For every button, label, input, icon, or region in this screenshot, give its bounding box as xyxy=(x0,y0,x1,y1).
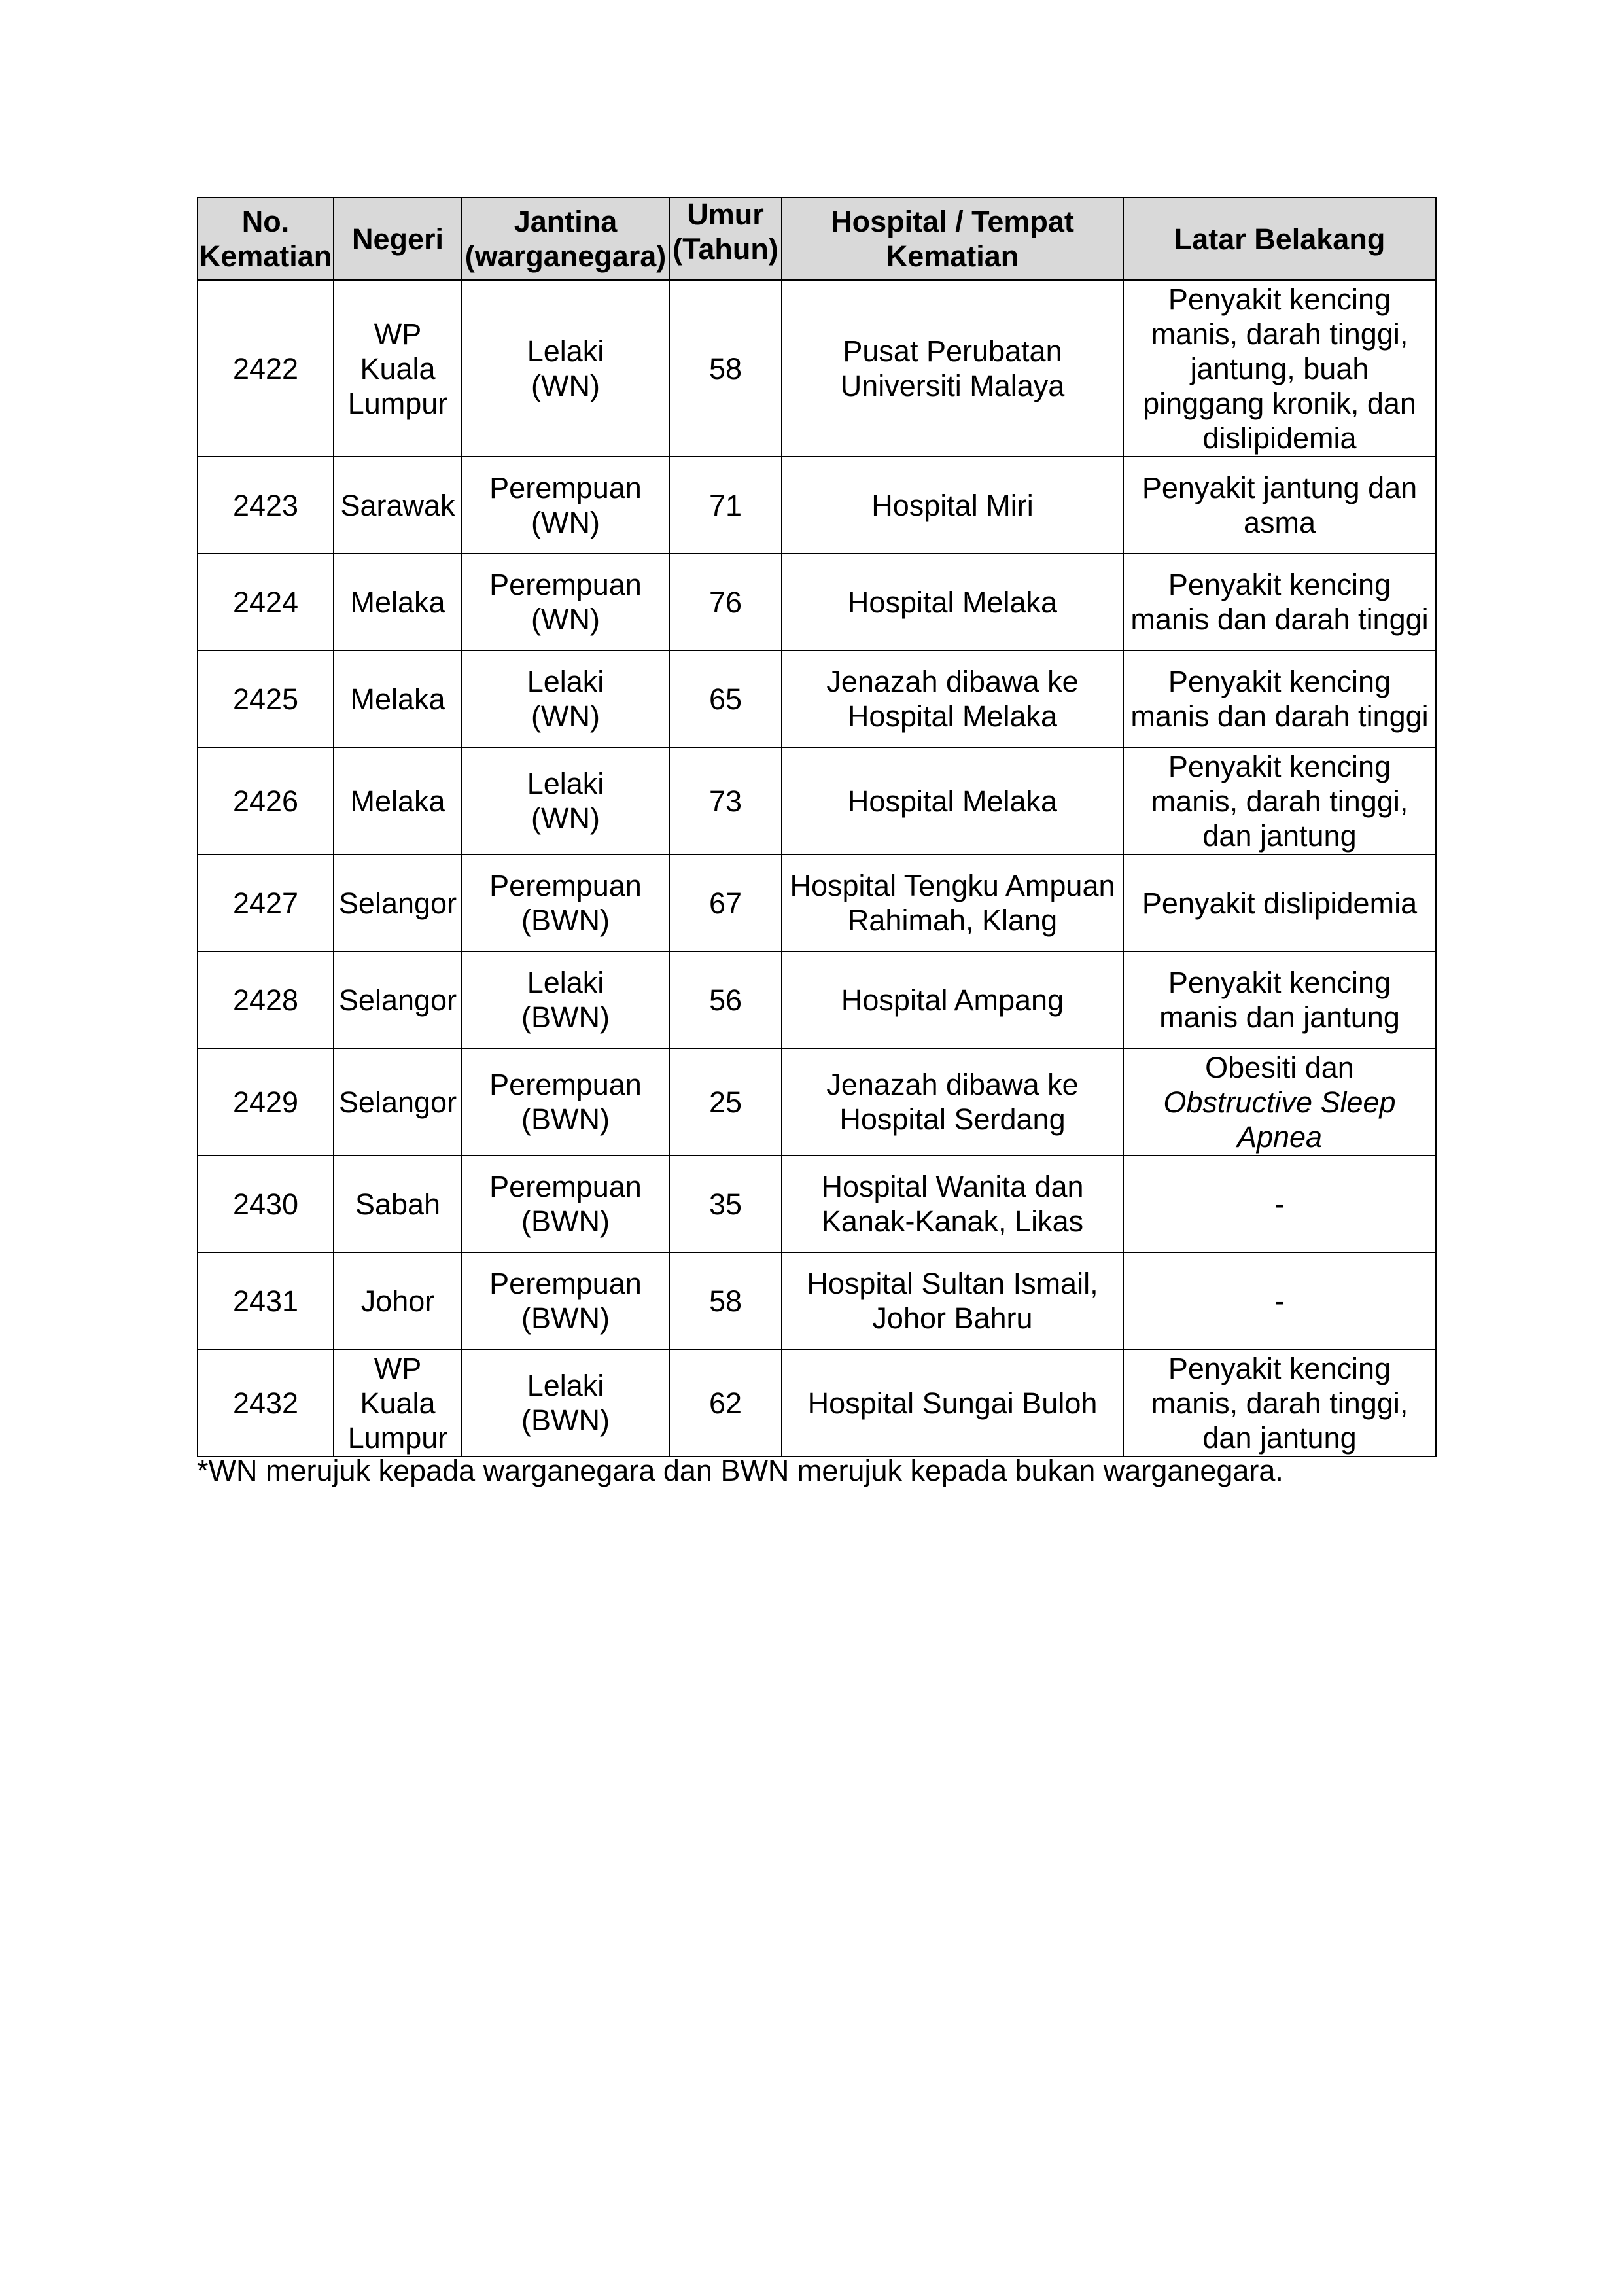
cell-jantina: Lelaki (WN) xyxy=(462,650,669,747)
cell-jantina: Lelaki (BWN) xyxy=(462,1349,669,1457)
cell-negeri: Sarawak xyxy=(334,457,462,554)
cell-hospital: Hospital Melaka xyxy=(782,554,1123,650)
header-negeri: Negeri xyxy=(334,198,462,280)
cell-jantina: Perempuan (BWN) xyxy=(462,855,669,951)
cell-negeri: Sabah xyxy=(334,1156,462,1252)
cell-no-kematian: 2432 xyxy=(198,1349,334,1457)
cell-negeri: Selangor xyxy=(334,1048,462,1156)
cell-hospital: Hospital Miri xyxy=(782,457,1123,554)
table-row xyxy=(198,457,1436,554)
cell-umur: 62 xyxy=(669,1349,782,1457)
cell-jantina: Perempuan (BWN) xyxy=(462,1156,669,1252)
cell-no-kematian: 2430 xyxy=(198,1156,334,1252)
table-row xyxy=(198,855,1436,951)
cell-hospital: Hospital Sultan Ismail, Johor Bahru xyxy=(782,1252,1123,1349)
cell-hospital: Hospital Melaka xyxy=(782,747,1123,855)
cell-umur: 58 xyxy=(669,280,782,457)
header-latar-belakang: Latar Belakang xyxy=(1123,198,1436,280)
cell-no-kematian: 2423 xyxy=(198,457,334,554)
cell-umur: 67 xyxy=(669,855,782,951)
cell-umur: 35 xyxy=(669,1156,782,1252)
cell-no-kematian: 2427 xyxy=(198,855,334,951)
table-row xyxy=(198,280,1436,457)
cell-umur: 58 xyxy=(669,1252,782,1349)
cell-negeri: Johor xyxy=(334,1252,462,1349)
cell-jantina: Perempuan (BWN) xyxy=(462,1048,669,1156)
cell-jantina: Lelaki (BWN) xyxy=(462,951,669,1048)
cell-latar-belakang: Penyakit kencing manis, darah tinggi, dan jantung xyxy=(1123,1349,1436,1457)
table-row xyxy=(198,1252,1436,1349)
cell-hospital: Hospital Ampang xyxy=(782,951,1123,1048)
table-header xyxy=(198,198,1436,280)
cell-no-kematian: 2426 xyxy=(198,747,334,855)
cell-umur: 71 xyxy=(669,457,782,554)
cell-latar-belakang: Penyakit dislipidemia xyxy=(1123,855,1436,951)
cell-no-kematian: 2429 xyxy=(198,1048,334,1156)
table-row xyxy=(198,650,1436,747)
cell-no-kematian: 2428 xyxy=(198,951,334,1048)
cell-hospital: Hospital Tengku Ampuan Rahimah, Klang xyxy=(782,855,1123,951)
cell-negeri: WP Kuala Lumpur xyxy=(334,280,462,457)
header-umur xyxy=(669,198,782,280)
header-row xyxy=(198,198,1436,280)
cell-umur: 73 xyxy=(669,747,782,855)
cell-hospital: Jenazah dibawa ke Hospital Serdang xyxy=(782,1048,1123,1156)
table-body xyxy=(198,280,1436,1457)
cell-umur: 56 xyxy=(669,951,782,1048)
table-row xyxy=(198,747,1436,855)
cell-umur: 25 xyxy=(669,1048,782,1156)
latar-belakang-italic-text: Obstructive Sleep Apnea xyxy=(1163,1085,1396,1154)
table-row xyxy=(198,554,1436,650)
cell-jantina: Perempuan (WN) xyxy=(462,554,669,650)
cell-latar-belakang: Penyakit kencing manis, darah tinggi, jantung, buah pinggang kronik, dan dislipidemia xyxy=(1123,280,1436,457)
table-row xyxy=(198,1048,1436,1156)
header-no-kematian: No. Kematian xyxy=(198,198,334,280)
cell-hospital: Hospital Sungai Buloh xyxy=(782,1349,1123,1457)
header-umur-label: Umur (Tahun) xyxy=(672,198,778,266)
header-hospital: Hospital / Tempat Kematian xyxy=(782,198,1123,280)
cell-negeri: Melaka xyxy=(334,650,462,747)
cell-no-kematian: 2422 xyxy=(198,280,334,457)
cell-hospital: Jenazah dibawa ke Hospital Melaka xyxy=(782,650,1123,747)
cell-latar-belakang: - xyxy=(1123,1252,1436,1349)
death-cases-table xyxy=(197,197,1437,1457)
cell-jantina: Perempuan (WN) xyxy=(462,457,669,554)
cell-negeri: Melaka xyxy=(334,554,462,650)
cell-hospital: Hospital Wanita dan Kanak-Kanak, Likas xyxy=(782,1156,1123,1252)
table-row xyxy=(198,1156,1436,1252)
cell-negeri: Melaka xyxy=(334,747,462,855)
cell-latar-belakang: Penyakit kencing manis dan jantung xyxy=(1123,951,1436,1048)
cell-negeri: Selangor xyxy=(334,855,462,951)
footnote: *WN merujuk kepada warganegara dan BWN merujuk kepada bukan warganegara. xyxy=(197,1454,1283,1487)
cell-latar-belakang xyxy=(1123,1048,1436,1156)
cell-negeri: Selangor xyxy=(334,951,462,1048)
cell-no-kematian: 2431 xyxy=(198,1252,334,1349)
cell-umur: 65 xyxy=(669,650,782,747)
table-row xyxy=(198,1349,1436,1457)
cell-no-kematian: 2425 xyxy=(198,650,334,747)
cell-jantina: Lelaki (WN) xyxy=(462,747,669,855)
cell-jantina: Perempuan (BWN) xyxy=(462,1252,669,1349)
cell-latar-belakang: Penyakit kencing manis, darah tinggi, dan jantung xyxy=(1123,747,1436,855)
cell-latar-belakang: Penyakit jantung dan asma xyxy=(1123,457,1436,554)
cell-jantina: Lelaki (WN) xyxy=(462,280,669,457)
cell-umur: 76 xyxy=(669,554,782,650)
cell-latar-belakang: Penyakit kencing manis dan darah tinggi xyxy=(1123,554,1436,650)
cell-negeri: WP Kuala Lumpur xyxy=(334,1349,462,1457)
cell-hospital: Pusat Perubatan Universiti Malaya xyxy=(782,280,1123,457)
table-row xyxy=(198,951,1436,1048)
cell-latar-belakang: - xyxy=(1123,1156,1436,1252)
cell-no-kematian: 2424 xyxy=(198,554,334,650)
header-jantina: Jantina (warganegara) xyxy=(462,198,669,280)
cell-latar-belakang: Penyakit kencing manis dan darah tinggi xyxy=(1123,650,1436,747)
latar-belakang-text: Obesiti dan xyxy=(1205,1050,1354,1084)
